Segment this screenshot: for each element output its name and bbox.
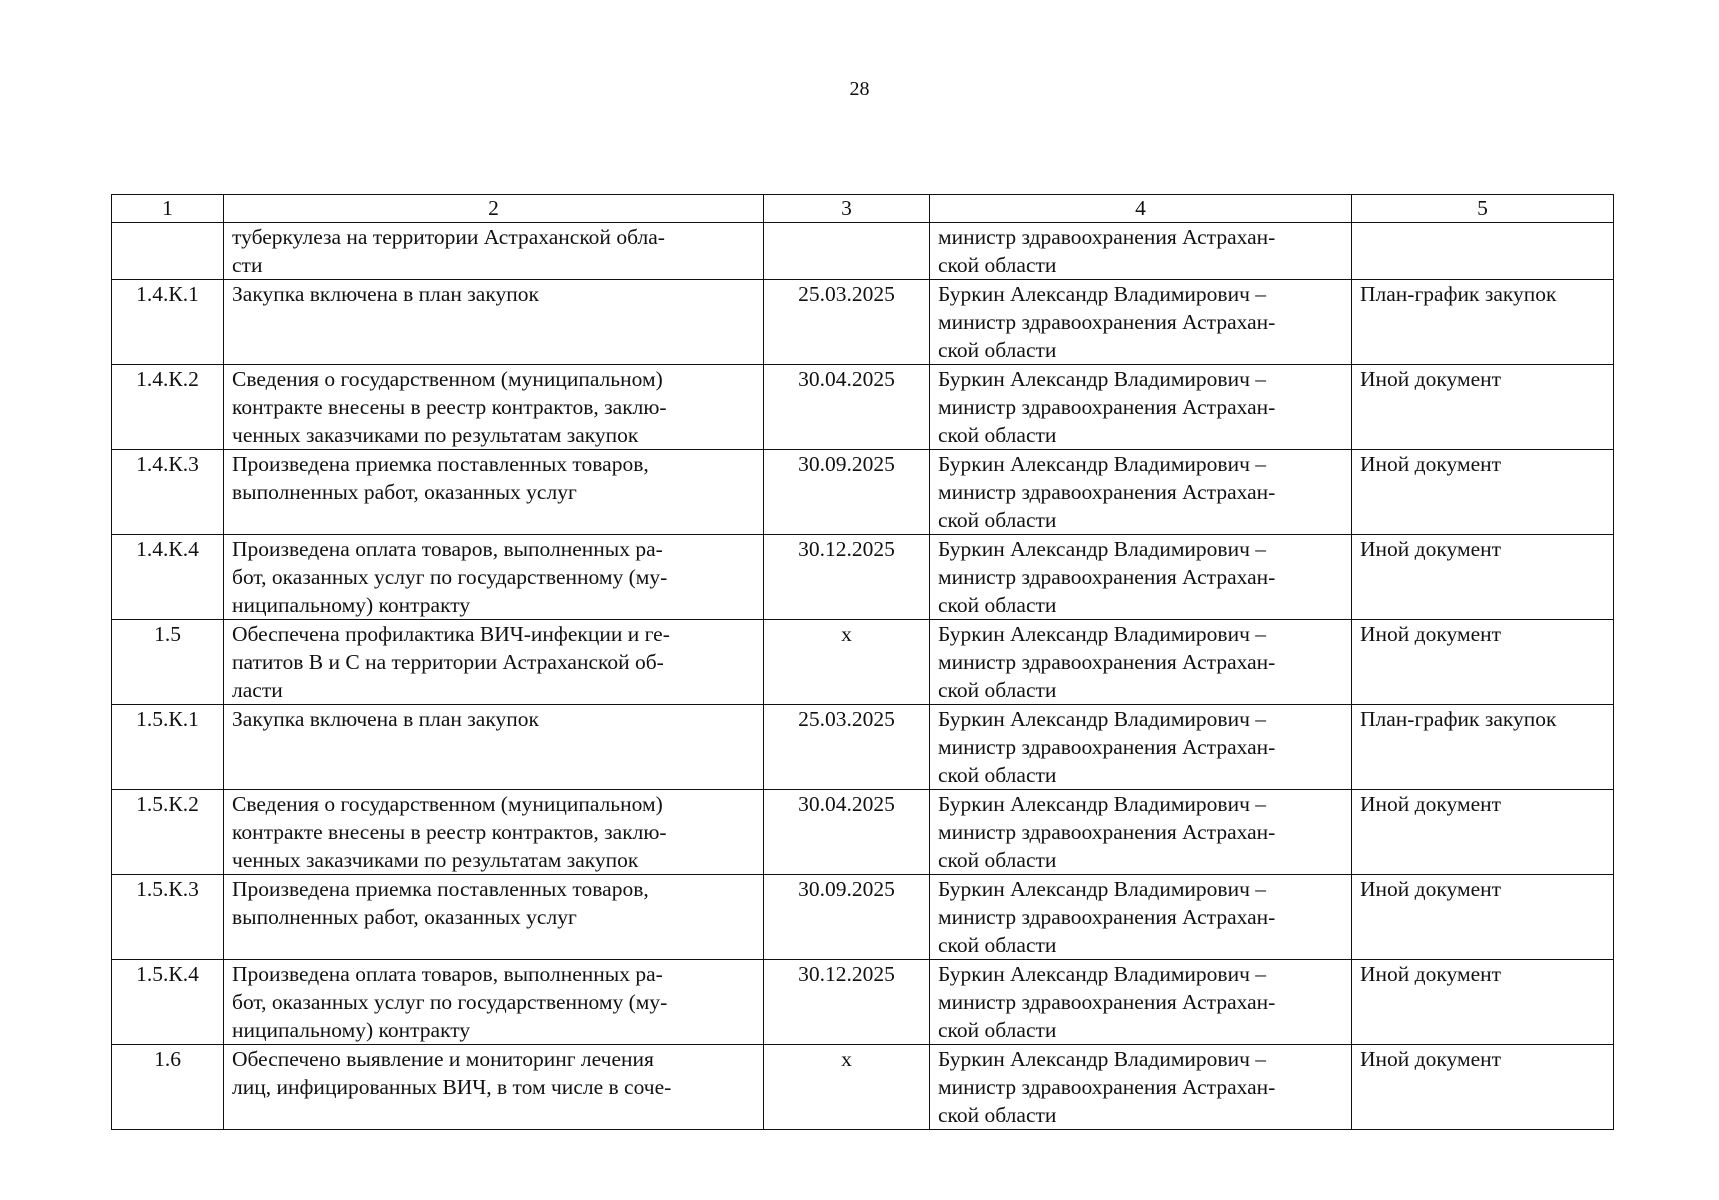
row-number: 1.5.К.1	[112, 705, 224, 790]
due-date: 30.04.2025	[764, 790, 930, 875]
responsible-person: Буркин Александр Владимирович – министр здравоохранения Астрахан- ской области	[930, 535, 1352, 620]
due-date: 30.09.2025	[764, 450, 930, 535]
table-row	[112, 280, 1614, 365]
document-type: План-график закупок	[1352, 705, 1614, 790]
table-row	[112, 705, 1614, 790]
milestone-text: Закупка включена в план закупок	[224, 280, 764, 365]
row-number: 1.4.К.4	[112, 535, 224, 620]
row-number: 1.5.К.2	[112, 790, 224, 875]
page-number: 28	[849, 78, 870, 100]
responsible-person: министр здравоохранения Астрахан- ской области	[930, 223, 1352, 280]
responsible-person: Буркин Александр Владимирович – министр здравоохранения Астрахан- ской области	[930, 960, 1352, 1045]
document-type: Иной документ	[1352, 620, 1614, 705]
row-number: 1.5	[112, 620, 224, 705]
table-row	[112, 450, 1614, 535]
responsible-person: Буркин Александр Владимирович – министр здравоохранения Астрахан- ской области	[930, 1045, 1352, 1130]
due-date: 30.12.2025	[764, 960, 930, 1045]
table-row	[112, 960, 1614, 1045]
row-number: 1.4.К.2	[112, 365, 224, 450]
milestone-text: Обеспечено выявление и мониторинг лечения лиц, инфицированных ВИЧ, в том числе в соче-	[224, 1045, 764, 1130]
due-date	[764, 223, 930, 280]
document-type	[1352, 223, 1614, 280]
due-date: х	[764, 1045, 930, 1130]
table-row	[112, 790, 1614, 875]
document-type: Иной документ	[1352, 790, 1614, 875]
row-number: 1.5.К.4	[112, 960, 224, 1045]
responsible-person: Буркин Александр Владимирович – министр здравоохранения Астрахан- ской области	[930, 280, 1352, 365]
due-date: 25.03.2025	[764, 705, 930, 790]
responsible-person: Буркин Александр Владимирович – министр здравоохранения Астрахан- ской области	[930, 705, 1352, 790]
column-header-2: 2	[224, 195, 764, 223]
table-row	[112, 1045, 1614, 1130]
document-type: Иной документ	[1352, 450, 1614, 535]
row-number: 1.6	[112, 1045, 224, 1130]
column-header-5: 5	[1352, 195, 1614, 223]
table-row	[112, 535, 1614, 620]
row-number: 1.4.К.1	[112, 280, 224, 365]
document-type: Иной документ	[1352, 960, 1614, 1045]
due-date: х	[764, 620, 930, 705]
row-number: 1.4.К.3	[112, 450, 224, 535]
document-type: Иной документ	[1352, 875, 1614, 960]
milestone-text: Произведена приемка поставленных товаров, выполненных работ, оказанных услуг	[224, 450, 764, 535]
row-number: 1.5.К.3	[112, 875, 224, 960]
responsible-person: Буркин Александр Владимирович – министр здравоохранения Астрахан- ской области	[930, 365, 1352, 450]
milestone-text: Произведена приемка поставленных товаров, выполненных работ, оказанных услуг	[224, 875, 764, 960]
due-date: 30.09.2025	[764, 875, 930, 960]
plan-table	[111, 194, 1614, 1130]
document-type: Иной документ	[1352, 365, 1614, 450]
table-row	[112, 365, 1614, 450]
milestone-text: туберкулеза на территории Астраханской обла- сти	[224, 223, 764, 280]
responsible-person: Буркин Александр Владимирович – министр здравоохранения Астрахан- ской области	[930, 790, 1352, 875]
document-type: Иной документ	[1352, 1045, 1614, 1130]
due-date: 30.12.2025	[764, 535, 930, 620]
row-number	[112, 223, 224, 280]
column-header-4: 4	[930, 195, 1352, 223]
column-header-1: 1	[112, 195, 224, 223]
milestone-text: Закупка включена в план закупок	[224, 705, 764, 790]
document-type: План-график закупок	[1352, 280, 1614, 365]
document-type: Иной документ	[1352, 535, 1614, 620]
table-row	[112, 620, 1614, 705]
table-header-row	[112, 195, 1614, 223]
responsible-person: Буркин Александр Владимирович – министр здравоохранения Астрахан- ской области	[930, 875, 1352, 960]
column-header-3: 3	[764, 195, 930, 223]
responsible-person: Буркин Александр Владимирович – министр здравоохранения Астрахан- ской области	[930, 450, 1352, 535]
table-row	[112, 223, 1614, 280]
table-row	[112, 875, 1614, 960]
milestone-text: Сведения о государственном (муниципальном) контракте внесены в реестр контрактов, заклю- ченных заказчиками по результатам закупок	[224, 365, 764, 450]
milestone-text: Обеспечена профилактика ВИЧ-инфекции и ге- патитов В и С на территории Астраханской об- ласти	[224, 620, 764, 705]
due-date: 30.04.2025	[764, 365, 930, 450]
milestone-text: Произведена оплата товаров, выполненных ра- бот, оказанных услуг по государственному (му- ниципальному) контракту	[224, 960, 764, 1045]
milestone-text: Сведения о государственном (муниципальном) контракте внесены в реестр контрактов, заклю- ченных заказчиками по результатам закупок	[224, 790, 764, 875]
due-date: 25.03.2025	[764, 280, 930, 365]
milestone-text: Произведена оплата товаров, выполненных ра- бот, оказанных услуг по государственному (му- ниципальному) контракту	[224, 535, 764, 620]
responsible-person: Буркин Александр Владимирович – министр здравоохранения Астрахан- ской области	[930, 620, 1352, 705]
